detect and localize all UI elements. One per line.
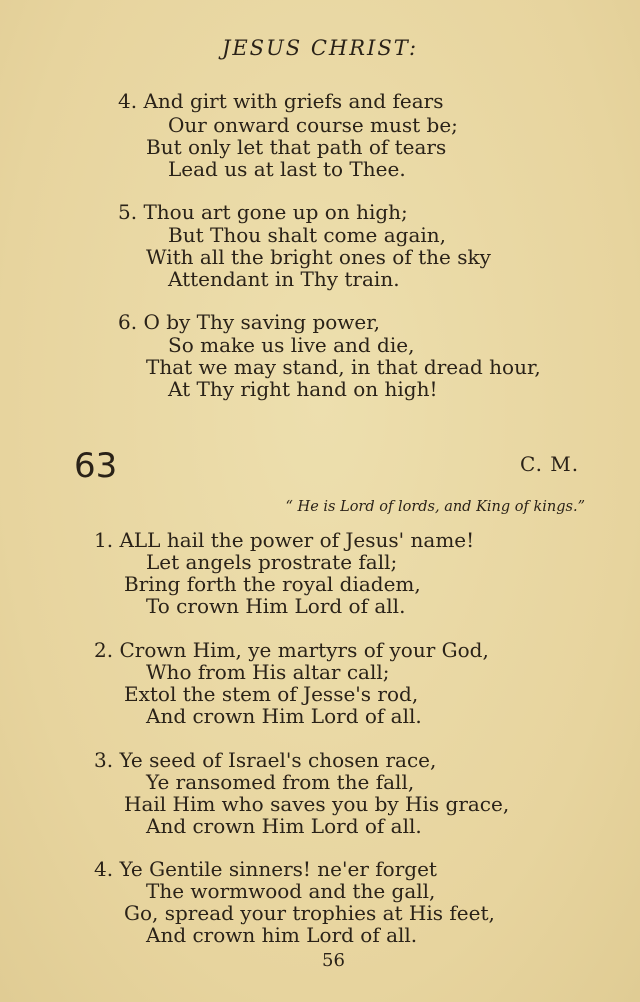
stanza-number: 4.	[118, 89, 138, 113]
stanza-line: 2. Crown Him, ye martyrs of your God,	[94, 638, 489, 662]
stanza-line: Lead us at last to Thee.	[168, 157, 406, 181]
stanza-line: Who from His altar call;	[146, 660, 390, 684]
hymn-epigraph: “ He is Lord of lords, and King of kings.”	[285, 499, 585, 515]
stanza-line: That we may stand, in that dread hour,	[146, 355, 541, 379]
stanza-line: Bring forth the royal diadem,	[124, 572, 421, 596]
stanza-line: Our onward course must be;	[168, 113, 458, 137]
stanza-line: 6. O by Thy saving power,	[118, 310, 380, 334]
stanza-line: So make us live and die,	[168, 333, 415, 357]
stanza-line: And crown Him Lord of all.	[146, 704, 422, 728]
stanza-number: 4.	[94, 857, 114, 881]
stanza-number: 6.	[118, 310, 138, 334]
stanza-line: The wormwood and the gall,	[146, 879, 436, 903]
stanza-line: Hail Him who saves you by His grace,	[124, 792, 510, 816]
stanza-line: Extol the stem of Jesse's rod,	[124, 682, 419, 706]
stanza-number: 1.	[94, 528, 114, 552]
running-header: JESUS CHRIST:	[221, 36, 419, 60]
stanza-line: But Thou shalt come again,	[168, 223, 447, 247]
hymn-meter: C. M.	[520, 452, 580, 476]
stanza-line: 5. Thou art gone up on high;	[118, 200, 408, 224]
stanza-line: 3. Ye seed of Israel's chosen race,	[94, 748, 437, 772]
stanza-line: And crown him Lord of all.	[146, 923, 418, 947]
stanza-number: 2.	[94, 638, 114, 662]
stanza-line: Ye ransomed from the fall,	[146, 770, 415, 794]
stanza-number: 5.	[118, 200, 138, 224]
stanza-line: Let angels prostrate fall;	[146, 550, 398, 574]
stanza-line: Go, spread your trophies at His feet,	[124, 901, 495, 925]
stanza-line: 4. And girt with griefs and fears	[118, 89, 444, 113]
stanza-line: But only let that path of tears	[146, 135, 447, 159]
stanza-number: 3.	[94, 748, 114, 772]
stanza-line: And crown Him Lord of all.	[146, 814, 422, 838]
stanza-line: 1. ALL hail the power of Jesus' name!	[94, 528, 475, 552]
stanza-line: At Thy right hand on high!	[168, 377, 438, 401]
stanza-line: With all the bright ones of the sky	[146, 245, 491, 269]
stanza-line: To crown Him Lord of all.	[146, 594, 406, 618]
stanza-line: 4. Ye Gentile sinners! ne'er forget	[94, 857, 437, 881]
stanza-line: Attendant in Thy train.	[168, 267, 400, 291]
hymn-number: 63	[74, 446, 118, 486]
page-number: 56	[322, 950, 345, 971]
